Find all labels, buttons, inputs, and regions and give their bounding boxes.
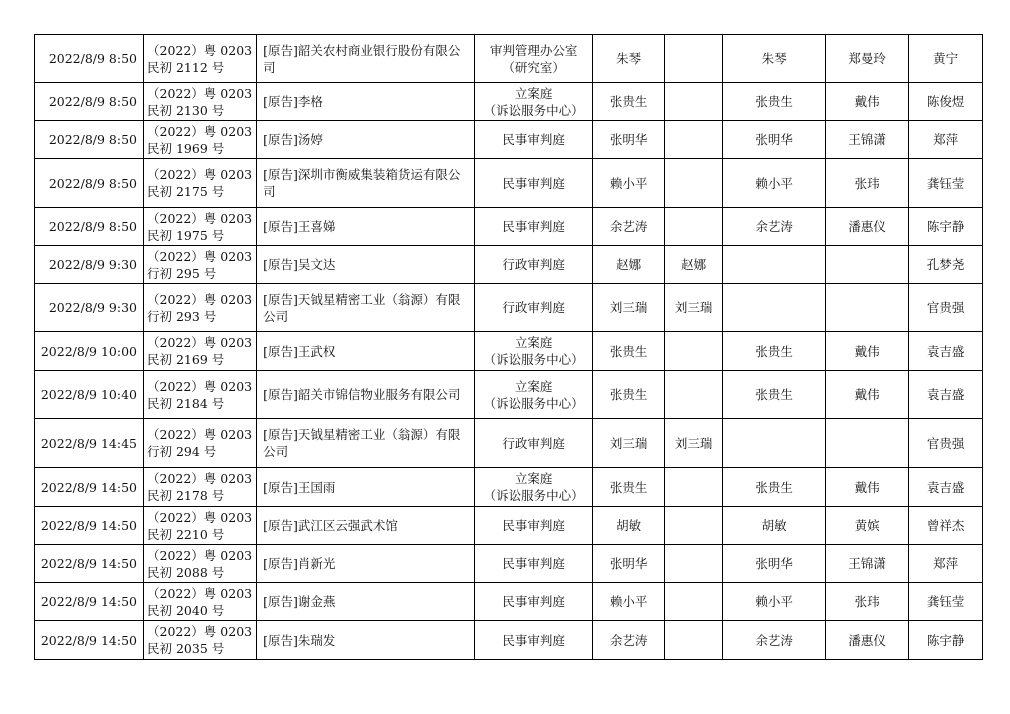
case-number-prefix: （2022）粤 0203 bbox=[147, 210, 253, 226]
table-row bbox=[35, 208, 983, 246]
hearing-schedule-table bbox=[34, 34, 983, 660]
department-name: 民事审判庭 bbox=[502, 518, 565, 533]
department bbox=[475, 208, 593, 246]
hearing-time: 2022/8/9 9:30 bbox=[35, 246, 144, 284]
department bbox=[475, 159, 593, 208]
collegial-judge: 张明华 bbox=[723, 545, 826, 583]
table-row bbox=[35, 159, 983, 208]
case-number-suffix: 民初 2040 号 bbox=[147, 602, 225, 618]
party: [原告]谢金燕 bbox=[257, 583, 475, 621]
assistant: 曾祥杰 bbox=[909, 507, 983, 545]
assistant: 官贵强 bbox=[909, 419, 983, 468]
sole-judge bbox=[665, 507, 723, 545]
presiding-judge: 张明华 bbox=[593, 121, 665, 159]
clerk bbox=[826, 284, 909, 332]
case-number-suffix: 民初 2035 号 bbox=[147, 641, 225, 656]
hearing-time: 2022/8/9 14:50 bbox=[35, 507, 144, 545]
presiding-judge: 余艺涛 bbox=[593, 621, 665, 660]
table-row bbox=[35, 371, 983, 419]
party: [原告]天钺星精密工业（翁源）有限公司 bbox=[257, 284, 475, 332]
case-number-prefix: （2022）粤 0203 bbox=[147, 248, 253, 264]
assistant: 郑萍 bbox=[909, 545, 983, 583]
sole-judge bbox=[665, 35, 723, 83]
hearing-time: 2022/8/9 14:50 bbox=[35, 545, 144, 583]
case-number-suffix: 行初 294 号 bbox=[147, 444, 217, 459]
department bbox=[475, 332, 593, 371]
case-number-prefix: （2022）粤 0203 bbox=[147, 427, 253, 442]
sole-judge: 刘三瑞 bbox=[665, 284, 723, 332]
clerk: 郑曼玲 bbox=[826, 35, 909, 83]
party: [原告]汤婷 bbox=[257, 121, 475, 159]
assistant: 陈宇静 bbox=[909, 621, 983, 660]
case-number bbox=[144, 121, 257, 159]
party: [原告]武江区云强武术馆 bbox=[257, 507, 475, 545]
department bbox=[475, 545, 593, 583]
party: [原告]韶关市锦信物业服务有限公司 bbox=[257, 371, 475, 419]
department bbox=[475, 468, 593, 507]
case-number-suffix: 民初 2175 号 bbox=[147, 184, 225, 199]
clerk: 黄嫔 bbox=[826, 507, 909, 545]
hearing-time: 2022/8/9 8:50 bbox=[35, 159, 144, 208]
case-number bbox=[144, 621, 257, 660]
presiding-judge: 胡敏 bbox=[593, 507, 665, 545]
case-number-prefix: （2022）粤 0203 bbox=[147, 42, 253, 58]
presiding-judge: 张贵生 bbox=[593, 468, 665, 507]
table-row bbox=[35, 621, 983, 660]
party: [原告]朱瑞发 bbox=[257, 621, 475, 660]
sole-judge bbox=[665, 121, 723, 159]
sole-judge bbox=[665, 159, 723, 208]
case-number-prefix: （2022）粤 0203 bbox=[147, 167, 253, 182]
party: [原告]王武权 bbox=[257, 332, 475, 371]
presiding-judge: 张贵生 bbox=[593, 83, 665, 121]
table-row bbox=[35, 284, 983, 332]
department bbox=[475, 35, 593, 83]
hearing-time: 2022/8/9 14:50 bbox=[35, 621, 144, 660]
case-number-suffix: 民初 1969 号 bbox=[147, 140, 225, 156]
department-name: 民事审判庭 bbox=[502, 132, 565, 147]
department-name: 行政审判庭 bbox=[502, 257, 565, 272]
sole-judge bbox=[665, 83, 723, 121]
table-row bbox=[35, 583, 983, 621]
assistant: 陈俊煜 bbox=[909, 83, 983, 121]
department bbox=[475, 621, 593, 660]
case-number bbox=[144, 332, 257, 371]
case-number-suffix: 民初 2210 号 bbox=[147, 526, 225, 542]
sole-judge bbox=[665, 208, 723, 246]
presiding-judge: 赵娜 bbox=[593, 246, 665, 284]
case-number-prefix: （2022）粤 0203 bbox=[147, 123, 253, 139]
clerk bbox=[826, 419, 909, 468]
assistant: 龚钰莹 bbox=[909, 159, 983, 208]
collegial-judge: 张贵生 bbox=[723, 468, 826, 507]
party: [原告]韶关农村商业银行股份有限公司 bbox=[257, 35, 475, 83]
case-number bbox=[144, 583, 257, 621]
case-number-suffix: 行初 293 号 bbox=[147, 308, 217, 324]
sole-judge bbox=[665, 468, 723, 507]
case-number bbox=[144, 419, 257, 468]
sole-judge: 刘三瑞 bbox=[665, 419, 723, 468]
hearing-time: 2022/8/9 14:50 bbox=[35, 583, 144, 621]
collegial-judge: 胡敏 bbox=[723, 507, 826, 545]
sole-judge bbox=[665, 332, 723, 371]
collegial-judge bbox=[723, 419, 826, 468]
assistant: 陈宇静 bbox=[909, 208, 983, 246]
clerk: 戴伟 bbox=[826, 371, 909, 419]
department bbox=[475, 583, 593, 621]
hearing-time: 2022/8/9 10:40 bbox=[35, 371, 144, 419]
case-number-prefix: （2022）粤 0203 bbox=[147, 85, 253, 101]
case-number bbox=[144, 35, 257, 83]
case-number bbox=[144, 208, 257, 246]
department-subname: （诉讼服务中心） bbox=[483, 352, 584, 367]
party: [原告]肖新光 bbox=[257, 545, 475, 583]
clerk: 王锦潇 bbox=[826, 121, 909, 159]
clerk: 戴伟 bbox=[826, 83, 909, 121]
collegial-judge: 赖小平 bbox=[723, 159, 826, 208]
case-number bbox=[144, 284, 257, 332]
hearing-time: 2022/8/9 8:50 bbox=[35, 83, 144, 121]
case-number-prefix: （2022）粤 0203 bbox=[147, 547, 253, 563]
case-number-suffix: 民初 2112 号 bbox=[147, 59, 225, 75]
assistant: 袁吉盛 bbox=[909, 371, 983, 419]
department-name: 审判管理办公室 bbox=[489, 42, 578, 58]
assistant: 龚钰莹 bbox=[909, 583, 983, 621]
collegial-judge: 张明华 bbox=[723, 121, 826, 159]
party: [原告]天钺星精密工业（翁源）有限公司 bbox=[257, 419, 475, 468]
table-row bbox=[35, 468, 983, 507]
clerk: 潘惠仪 bbox=[826, 621, 909, 660]
collegial-judge: 余艺涛 bbox=[723, 208, 826, 246]
party: [原告]吴文达 bbox=[257, 246, 475, 284]
case-number-prefix: （2022）粤 0203 bbox=[147, 509, 253, 525]
assistant: 袁吉盛 bbox=[909, 468, 983, 507]
department-name: 行政审判庭 bbox=[502, 300, 565, 315]
department-name: 民事审判庭 bbox=[502, 556, 565, 571]
collegial-judge: 张贵生 bbox=[723, 332, 826, 371]
department-name: 立案庭 bbox=[514, 471, 553, 486]
department-subname: （研究室） bbox=[502, 59, 565, 75]
department-subname: （诉讼服务中心） bbox=[483, 395, 584, 411]
department bbox=[475, 507, 593, 545]
department-name: 民事审判庭 bbox=[502, 632, 565, 648]
hearing-time: 2022/8/9 8:50 bbox=[35, 121, 144, 159]
presiding-judge: 余艺涛 bbox=[593, 208, 665, 246]
table-row bbox=[35, 545, 983, 583]
case-number-suffix: 民初 2178 号 bbox=[147, 488, 225, 503]
sole-judge bbox=[665, 545, 723, 583]
assistant: 孔梦尧 bbox=[909, 246, 983, 284]
department-name: 立案庭 bbox=[514, 378, 553, 394]
hearing-time: 2022/8/9 14:50 bbox=[35, 468, 144, 507]
presiding-judge: 张贵生 bbox=[593, 332, 665, 371]
collegial-judge bbox=[723, 284, 826, 332]
case-number-suffix: 民初 2130 号 bbox=[147, 102, 225, 118]
department bbox=[475, 371, 593, 419]
assistant: 黄宁 bbox=[909, 35, 983, 83]
case-number-suffix: 民初 2169 号 bbox=[147, 352, 225, 367]
case-number-prefix: （2022）粤 0203 bbox=[147, 471, 253, 486]
sole-judge bbox=[665, 583, 723, 621]
table-row bbox=[35, 35, 983, 83]
clerk bbox=[826, 246, 909, 284]
party: [原告]王国雨 bbox=[257, 468, 475, 507]
assistant: 郑萍 bbox=[909, 121, 983, 159]
presiding-judge: 赖小平 bbox=[593, 159, 665, 208]
department bbox=[475, 83, 593, 121]
clerk: 张玮 bbox=[826, 159, 909, 208]
presiding-judge: 刘三瑞 bbox=[593, 419, 665, 468]
case-number-suffix: 民初 1975 号 bbox=[147, 227, 225, 243]
department bbox=[475, 284, 593, 332]
clerk: 张玮 bbox=[826, 583, 909, 621]
clerk: 戴伟 bbox=[826, 468, 909, 507]
case-number bbox=[144, 507, 257, 545]
case-number bbox=[144, 83, 257, 121]
hearing-time: 2022/8/9 8:50 bbox=[35, 35, 144, 83]
department-name: 立案庭 bbox=[514, 85, 553, 101]
presiding-judge: 朱琴 bbox=[593, 35, 665, 83]
case-number-prefix: （2022）粤 0203 bbox=[147, 624, 253, 639]
presiding-judge: 张明华 bbox=[593, 545, 665, 583]
department bbox=[475, 246, 593, 284]
case-number bbox=[144, 246, 257, 284]
sole-judge bbox=[665, 371, 723, 419]
case-number-suffix: 民初 2088 号 bbox=[147, 564, 225, 580]
presiding-judge: 赖小平 bbox=[593, 583, 665, 621]
sole-judge: 赵娜 bbox=[665, 246, 723, 284]
hearing-time: 2022/8/9 14:45 bbox=[35, 419, 144, 468]
case-number bbox=[144, 371, 257, 419]
case-number-suffix: 行初 295 号 bbox=[147, 265, 217, 281]
case-number bbox=[144, 159, 257, 208]
department-name: 立案庭 bbox=[514, 335, 553, 350]
table-row bbox=[35, 121, 983, 159]
case-number-prefix: （2022）粤 0203 bbox=[147, 585, 253, 601]
case-number bbox=[144, 545, 257, 583]
hearing-time: 2022/8/9 8:50 bbox=[35, 208, 144, 246]
case-number-suffix: 民初 2184 号 bbox=[147, 395, 225, 411]
table-row bbox=[35, 83, 983, 121]
assistant: 官贵强 bbox=[909, 284, 983, 332]
department bbox=[475, 419, 593, 468]
clerk: 潘惠仪 bbox=[826, 208, 909, 246]
table-row bbox=[35, 507, 983, 545]
case-number-prefix: （2022）粤 0203 bbox=[147, 378, 253, 394]
collegial-judge bbox=[723, 246, 826, 284]
assistant: 袁吉盛 bbox=[909, 332, 983, 371]
department-subname: （诉讼服务中心） bbox=[483, 488, 584, 503]
collegial-judge: 余艺涛 bbox=[723, 621, 826, 660]
case-number bbox=[144, 468, 257, 507]
clerk: 王锦潇 bbox=[826, 545, 909, 583]
department-name: 民事审判庭 bbox=[502, 594, 565, 609]
department-name: 民事审判庭 bbox=[502, 175, 565, 191]
presiding-judge: 刘三瑞 bbox=[593, 284, 665, 332]
table-row bbox=[35, 419, 983, 468]
hearing-time: 2022/8/9 10:00 bbox=[35, 332, 144, 371]
party: [原告]王喜娣 bbox=[257, 208, 475, 246]
collegial-judge: 张贵生 bbox=[723, 371, 826, 419]
case-number-prefix: （2022）粤 0203 bbox=[147, 291, 253, 307]
department-name: 行政审判庭 bbox=[502, 435, 565, 451]
party: [原告]深圳市衡威集装箱货运有限公司 bbox=[257, 159, 475, 208]
department-name: 民事审判庭 bbox=[502, 219, 565, 234]
table-row bbox=[35, 332, 983, 371]
collegial-judge: 朱琴 bbox=[723, 35, 826, 83]
case-number-prefix: （2022）粤 0203 bbox=[147, 335, 253, 350]
hearing-time: 2022/8/9 9:30 bbox=[35, 284, 144, 332]
collegial-judge: 张贵生 bbox=[723, 83, 826, 121]
department bbox=[475, 121, 593, 159]
department-subname: （诉讼服务中心） bbox=[483, 102, 584, 118]
table-row bbox=[35, 246, 983, 284]
presiding-judge: 张贵生 bbox=[593, 371, 665, 419]
collegial-judge: 赖小平 bbox=[723, 583, 826, 621]
clerk: 戴伟 bbox=[826, 332, 909, 371]
sole-judge bbox=[665, 621, 723, 660]
party: [原告]李格 bbox=[257, 83, 475, 121]
